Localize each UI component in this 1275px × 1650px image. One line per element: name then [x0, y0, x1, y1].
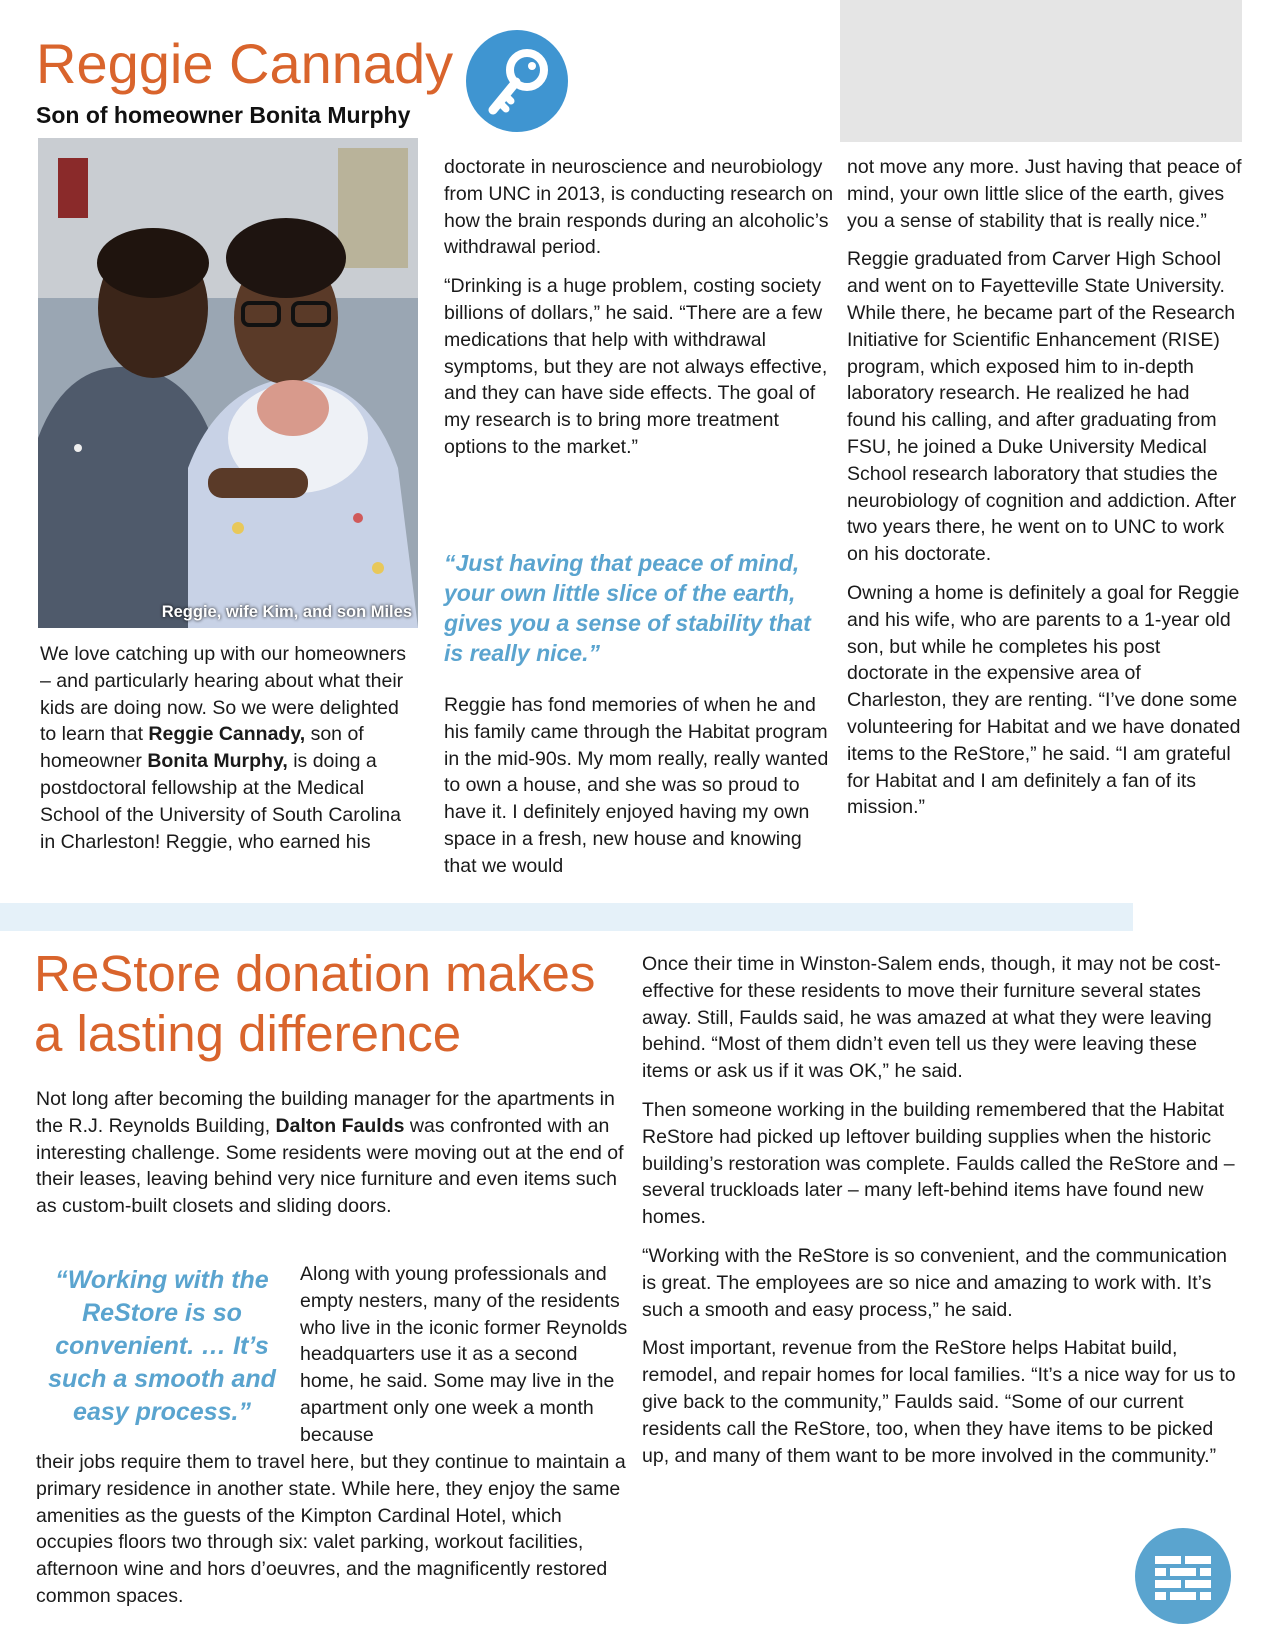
paragraph: their jobs require them to travel here, but they continue to maintain a primary residence in another state. While here, they enjoy the same amenities as the guests of the Kimpton Cardinal Hotel, which occupies floors two through six: valet parking, workout facilities, afternoon wine and hors d’oeuvres, and the magnificently restored common spaces.	[36, 1451, 626, 1607]
article-column-3	[847, 154, 1242, 833]
gray-placeholder-box	[840, 0, 1242, 142]
section-divider	[0, 903, 1133, 931]
article-subtitle: Son of homeowner Bonita Murphy	[36, 102, 411, 128]
paragraph: Then someone working in the building remembered that the Habitat ReStore had picked up leftover building supplies when the historic building’s restoration was complete. Faulds called the ReStore and – several truckloads later – many left-behind items have found new homes.	[642, 1098, 1235, 1229]
paragraph: Owning a home is definitely a goal for Reggie and his wife, who are parents to a 1-year old son, but while he completes his post doctorate in the expensive area of Charleston, they are renting. “I’ve done some volunteering for Habitat and we have donated items to the ReStore,” he said. “I am grateful for Habitat and I am definitely a fan of its mission.”	[847, 581, 1241, 819]
article-title: Reggie Cannady	[36, 32, 454, 95]
key-icon	[466, 30, 568, 132]
paragraph: “Drinking is a huge problem, costing society billions of dollars,” he said. “There are a few medications that help with withdrawal symptoms, but they are not always effective, and they can have side effects. The goal of my research is to bring more treatment options to the market.”	[444, 275, 828, 458]
paragraph: Reggie graduated from Carver High School and went on to Fayetteville State University. While there, he became part of the Research Initiative for Scientific Enhancement (RISE) program, which exposed him to in-depth laboratory research. He realized he had found his calling, and after graduating from FSU, he joined a Duke University Medical School research laboratory that studies the neurobiology of cognition and addiction. After two years there, he went on to UNC to work on his doctorate.	[847, 248, 1237, 566]
paragraph: Once their time in Winston-Salem ends, though, it may not be cost-effective for these residents to move their furniture several states away. Still, Faulds said, he was amazed at what they were leaving behind. “Most of them didn’t even tell us they were leaving these items or ask us if it was OK,” he said.	[642, 953, 1221, 1083]
article-intro: We love catching up with our homeowners – and particularly hearing about what their kids are doing now. So we were delighted to learn that Reggie Cannady, son of homeowner Bonita Murphy, is doing a postdoctoral fellowship at the Medical School of the University of South Carolina in Charleston! Reggie, who earned his	[40, 643, 406, 853]
family-photo	[38, 138, 418, 628]
paragraph: “Working with the ReStore is so convenient, and the communication is great. The employees are so nice and amazing to work with. It’s such a smooth and easy process,” he said.	[642, 1244, 1227, 1321]
paragraph: Most important, revenue from the ReStore helps Habitat build, remodel, and repair homes for local families. “It’s a nice way for us to give back to the community,” Faulds said. “Some of our current residents call the ReStore, too, when they have items to be picked up, and many of them want to be more involved in the community.”	[642, 1337, 1236, 1467]
pull-quote: “Just having that peace of mind, your own little slice of the earth, gives you a sense of stability that is really nice.”	[444, 550, 811, 666]
paragraph: Along with young professionals and empty nesters, many of the residents who live in the iconic former Reynolds headquarters use it as a second home, he said. Some may live in the apartment only one week a month because	[300, 1263, 628, 1446]
paragraph: doctorate in neuroscience and neurobiology from UNC in 2013, is conducting research on how the brain responds during an alcoholic’s withdrawal period.	[444, 156, 834, 259]
photo-caption: Reggie, wife Kim, and son Miles	[161, 603, 412, 621]
article-column-2-bottom	[444, 692, 834, 880]
paragraph: not move any more. Just having that peace of mind, your own little slice of the earth, gives you a sense of stability that is really nice.”	[847, 156, 1242, 232]
article-title: ReStore donation makes a lasting difference	[34, 945, 596, 1062]
pull-quote: “Working with the ReStore is so convenient. … It’s such a smooth and easy process.”	[48, 1266, 276, 1426]
article-intro: Not long after becoming the building manager for the apartments in the R.J. Reynolds Building, Dalton Faulds was confronted with an interesting challenge. Some residents were moving out at the end of their leases, leaving behind very nice furniture and even items such as custom-built closets and sliding doors.	[36, 1088, 624, 1218]
article-column-right	[642, 951, 1242, 1481]
brick-wall-icon	[1135, 1528, 1231, 1624]
article-column-2	[444, 154, 834, 473]
paragraph: Reggie has fond memories of when he and his family came through the Habitat program in the mid-90s. My mom really, really wanted to own a house, and she was so proud to have it. I definitely enjoyed having my own space in a fresh, new house and knowing that we would	[444, 694, 829, 877]
